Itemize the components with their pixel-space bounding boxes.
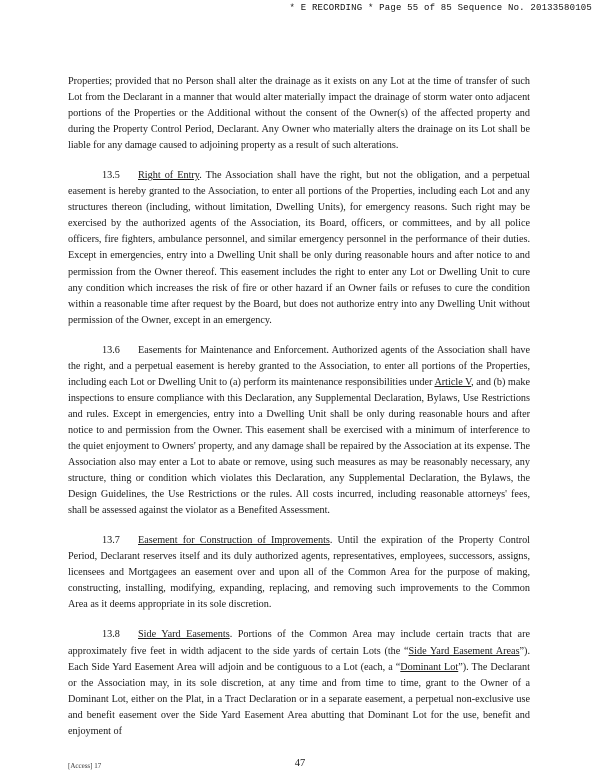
- section-13-5: [68, 168, 530, 328]
- document-body: [68, 74, 530, 754]
- section-text: . The Association shall have the right, but not the obligation, and a perpetual easement is hereby granted to the Association, to enter all portions of the Properties, including each Lot and any structures thereon (including, without limitation, Dwelling Units), for emergency reasons. Such right may be exercised by the authorized agents of the Association, its Board, officers, or committees, and by all police officers, fire fighters, ambulance personnel, and similar emergency personnel in the performance of their duties. Except in emergencies, entry into a Dwelling Unit shall be only during reasonable hours and after notice to and permission from the Owner thereof. This easement includes the right to enter any Lot or Dwelling Unit to cure any condition which increases the risk of fire or other hazard if an Owner fails or refuses to cure the condition within a reasonable time after request by the Board, but does not authorize entry into any Dwelling Unit without permission of the Owner, except in an emergency.: [68, 170, 530, 326]
- section-number: 13.8: [102, 629, 120, 641]
- page-number: 47: [294, 758, 306, 769]
- article-reference: Article V: [434, 376, 472, 388]
- section-number: 13.7: [102, 535, 120, 547]
- section-13-6: [68, 343, 530, 520]
- section-text: , and (b) make inspections to ensure compliance with this Declaration, any Supplemental Declaration, Bylaws, Use Restrictions and rules. Except in emergencies, entry into a Dwelling Unit shall be only during reasonable hours and after notice to and permission from the Owner. This easement shall be exercised with a minimum of interference to the quiet enjoyment to Owners' property, and any damage shall be repaired by the Association at its expense. The Association also may enter a Lot to abate or remove, using such measures as may be reasonably necessary, any structure, thing or condition which violates this Declaration, any Supplemental Declaration, the Bylaws, the Design Guidelines, the Use Restrictions or the rules. All costs incurred, including reasonable attorneys' fees, shall be assessed against the violator as a Benefited Assessment.: [68, 376, 530, 517]
- defined-term: Side Yard Easement Areas: [408, 645, 520, 657]
- section-text: . Portions of the Common Area may include certain tracts that are approximately five feet in width adjacent to the side yards of certain Lots (the “: [68, 629, 530, 657]
- recording-stamp: * E RECORDING * Page 55 of 85 Sequence No. 20133580105: [289, 3, 592, 13]
- section-13-8: [68, 627, 530, 739]
- section-number: 13.5: [102, 170, 120, 182]
- defined-term: Dominant Lot: [400, 661, 459, 673]
- section-text: . Until the expiration of the Property Control Period, Declarant reserves itself and its duly authorized agents, representatives, employees, successors, assigns, licensees and Mortgagees an easement over and upon all of the Common Area for the purpose of making, constructing, installing, modifying, expanding, replacing, and removing such improvements to the Common Area as it deems appropriate in its sole discretion.: [68, 535, 530, 611]
- section-13-7: [68, 533, 530, 613]
- section-title: Right of Entry: [138, 170, 200, 182]
- section-text: ”). The Declarant or the Association may, in its sole discretion, at any time and from time to time, grant to the Owner of a Dominant Lot, either on the Plat, in a Tract Declaration or in a separate easement, a perpetual non-exclusive use and benefit easement over the Side Yard Easement Area abutting that Dominant Lot for the use, benefit and enjoyment of: [68, 661, 530, 737]
- section-number: 13.6: [102, 344, 120, 356]
- document-id: [Access] 17: [68, 762, 102, 770]
- section-title: Easement for Construction of Improvements: [138, 535, 330, 547]
- section-title: Side Yard Easements: [138, 629, 230, 641]
- section-text: Easements for Maintenance and Enforcement. Authorized agents of the Association shall have the right, and a perpetual easement is hereby granted to the Association, to enter all portions of the Properties, including each Lot or Dwelling Unit to (a) perform its maintenance responsibilities under: [68, 344, 530, 388]
- paragraph-continued: Properties; provided that no Person shall alter the drainage as it exists on any Lot at the time of transfer of such Lot from the Declarant in a manner that would alter materially impact the drainage of storm water onto adjacent portions of the Properties or the Additional without the consent of the Owner(s) of the affected property and during the Property Control Period, Declarant. Any Owner who materially alters the drainage on its Lot shall be liable for any damage caused to adjoining property as a result of such alterations.: [68, 76, 530, 152]
- section-text: ”). Each Side Yard Easement Area will adjoin and be contiguous to a Lot (each, a “: [68, 645, 530, 673]
